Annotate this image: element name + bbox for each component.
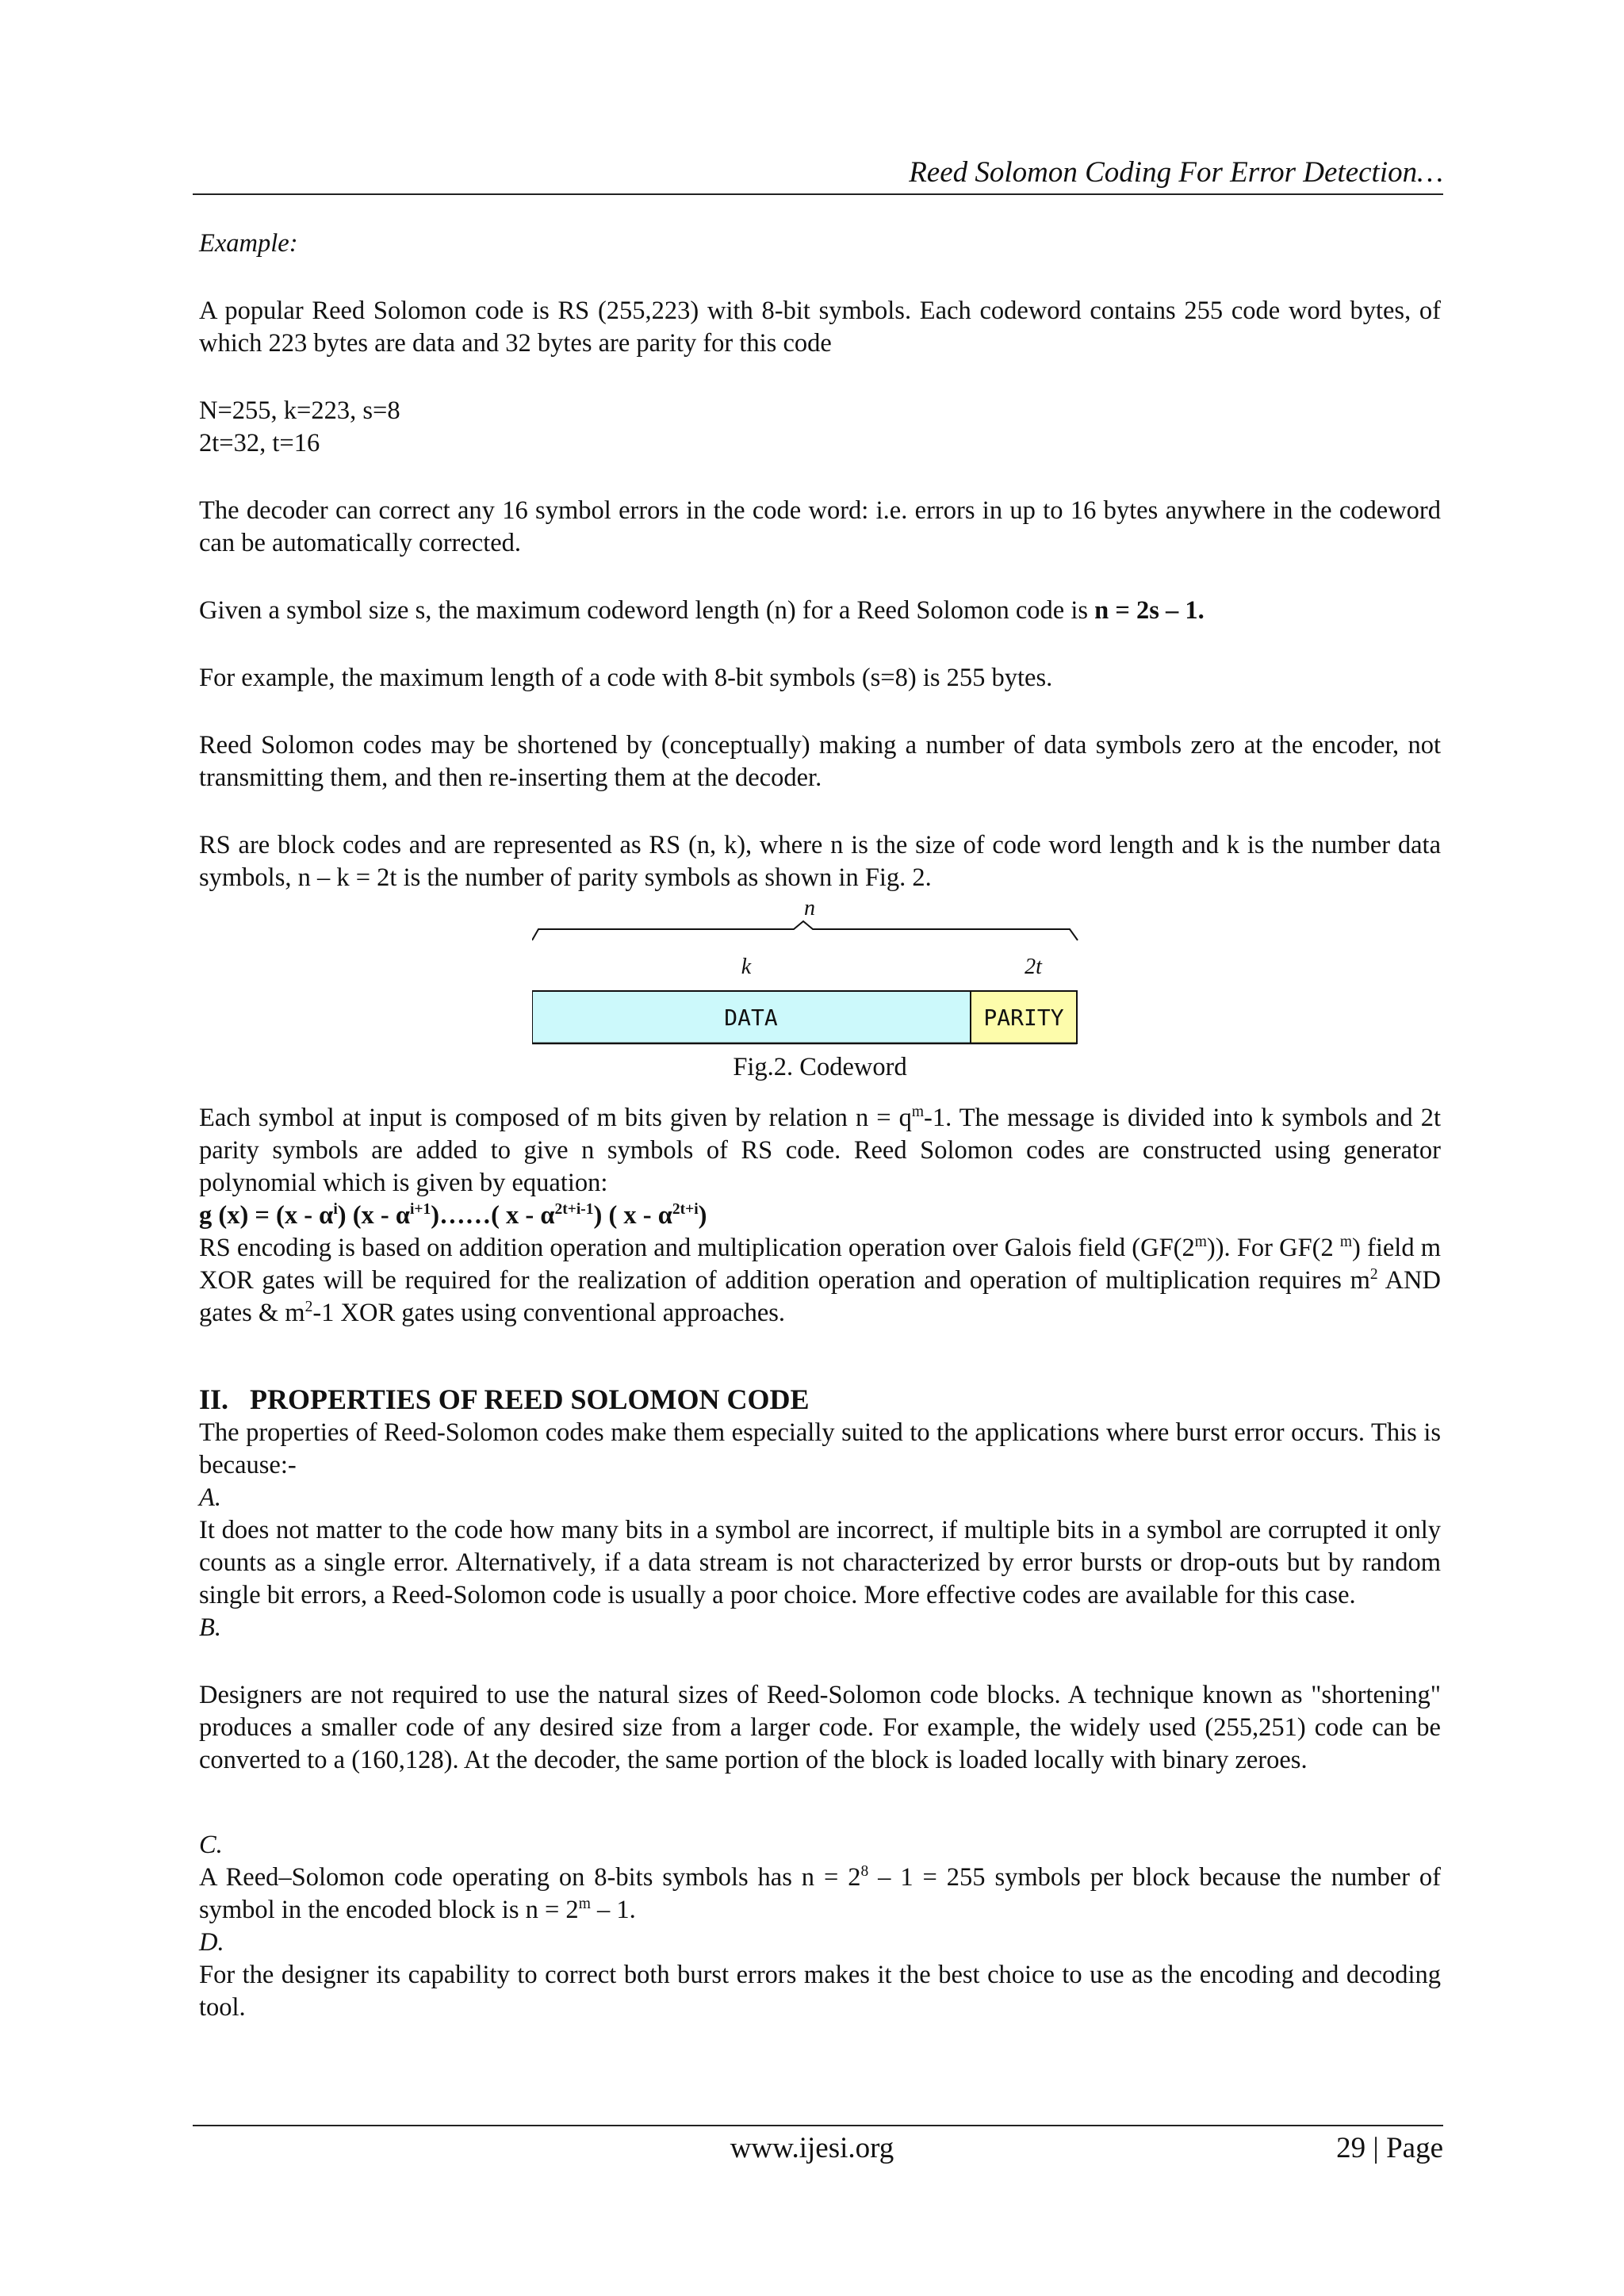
item-a-text: It does not matter to the code how many bits in a symbol are incorrect, if multiple bits in a symbol are corrupted it only counts as a single error. Alternatively, if a data stream is not characterized by error bursts or drop-outs but by random single bit errors, a Reed-Solomon code is usually a poor choice. More effective codes are available for this case. <box>199 1516 1441 1609</box>
paragraph-max-length <box>199 595 1441 627</box>
max-length-formula: n = 2s – 1. <box>1094 596 1205 625</box>
galois-text-e: -1 XOR gates using conventional approaches. <box>312 1299 786 1327</box>
item-c-text <box>199 1862 1441 1927</box>
item-c-text-b: – 1 = 255 symbols per block because the number of symbol in the encoded block is n = 2 <box>199 1863 1441 1924</box>
eq-part-5: ) <box>698 1201 707 1230</box>
galois-text-a: RS encoding is based on addition operation and multiplication operation over Galois field (GF(2 <box>199 1234 1195 1262</box>
galois-sup-4: 2 <box>304 1299 313 1316</box>
paragraph-symbols <box>199 1102 1441 1200</box>
galois-text-c: ) field m XOR gates will be required for the realization of addition operation and operation of multiplication requires m <box>199 1234 1441 1295</box>
running-title: Reed Solomon Coding For Error Detection… <box>909 156 1443 189</box>
item-b-text: Designers are not required to use the natural sizes of Reed-Solomon code blocks. A technique known as "shortening" produces a smaller code of any desired size from a larger code. For example, the widely used (255,251) code can be converted to a (160,128). At the decoder, the same portion of the block is loaded locally with binary zeroes. <box>199 1681 1441 1774</box>
codeword-diagram <box>532 894 1103 1053</box>
symbols-text-a: Each symbol at input is composed of m bits given by relation n = q <box>199 1104 912 1132</box>
item-c-label: C. <box>199 1831 223 1859</box>
paragraph-rs-example: A popular Reed Solomon code is RS (255,223) with 8-bit symbols. Each codeword contains 255 code word bytes, of which 223 bytes are data and 32 bytes are parity for this code <box>199 297 1441 358</box>
parity-label: PARITY <box>983 1004 1064 1031</box>
galois-sup-2: m <box>1339 1234 1353 1251</box>
eq-part-1: g (x) = (x - α <box>199 1201 334 1230</box>
content <box>199 228 1441 2024</box>
footer-page-number: 29 | Page <box>1336 2132 1443 2164</box>
paragraph-example-length: For example, the maximum length of a code with 8-bit symbols (s=8) is 255 bytes. <box>199 664 1053 692</box>
eq-part-2: ) (x - α <box>337 1201 410 1230</box>
item-a-label: A. <box>199 1483 221 1512</box>
item-d-label: D. <box>199 1928 224 1957</box>
paragraph-properties: The properties of Reed-Solomon codes make them especially suited to the applications where burst error occurs. This is because:- <box>199 1418 1441 1479</box>
generator-equation <box>199 1200 1441 1232</box>
header-rule <box>193 193 1443 195</box>
params-line-1: N=255, k=223, s=8 <box>199 396 400 425</box>
eq-part-4: ) ( x - α <box>593 1201 672 1230</box>
params-line-2: 2t=32, t=16 <box>199 429 320 457</box>
symbols-text-b: -1. The message is divided into k symbols and 2t parity symbols are added to give n symbols of RS code. Reed Solomon codes are constructed using generator polynomial which is given by equation: <box>199 1104 1441 1197</box>
eq-part-3: )……( x - α <box>431 1201 555 1230</box>
item-b-label: B. <box>199 1613 221 1642</box>
footer-rule <box>193 2125 1443 2126</box>
label-n: n <box>804 896 815 920</box>
item-c-text-c: – 1. <box>590 1896 636 1924</box>
paragraph-galois <box>199 1232 1441 1330</box>
galois-text-d: AND gates & m <box>199 1266 1442 1327</box>
galois-sup-1: m <box>1194 1234 1207 1251</box>
codeword-figure <box>199 894 1441 1085</box>
eq-sup-1: i <box>333 1201 338 1219</box>
data-label: DATA <box>724 1004 778 1031</box>
item-c-sup-2: m <box>578 1896 591 1913</box>
item-c-text-a: A Reed–Solomon code operating on 8-bits symbols has n = 2 <box>199 1863 861 1892</box>
example-label: Example: <box>199 229 298 258</box>
paragraph-block-codes: RS are block codes and are represented as RS (n, k), where n is the size of code word length and k is the number data symbols, n – k = 2t is the number of parity symbols as shown in Fig. 2. <box>199 831 1441 892</box>
item-c-sup-1: 8 <box>860 1863 869 1881</box>
section-heading: II. PROPERTIES OF REED SOLOMON CODE <box>199 1383 810 1415</box>
footer-url: www.ijesi.org <box>730 2132 894 2164</box>
eq-sup-2: i+1 <box>409 1201 431 1219</box>
eq-sup-4: 2t+i <box>672 1201 699 1219</box>
label-2t: 2t <box>1025 955 1042 979</box>
galois-text-b: )). For GF(2 <box>1206 1234 1340 1262</box>
item-d-text: For the designer its capability to correct both burst errors makes it the best choice to use as the encoding and decoding tool. <box>199 1961 1441 2022</box>
paragraph-decoder: The decoder can correct any 16 symbol errors in the code word: i.e. errors in up to 16 bytes anywhere in the codeword can be automatically corrected. <box>199 496 1441 557</box>
label-k: k <box>741 955 752 979</box>
n-brace <box>532 921 1078 940</box>
galois-sup-3: 2 <box>1369 1266 1378 1284</box>
figure-caption: Fig.2. Codeword <box>733 1053 907 1081</box>
symbols-sup: m <box>911 1104 924 1121</box>
paragraph-shortened: Reed Solomon codes may be shortened by (conceptually) making a number of data symbols zero at the encoder, not transmitting them, and then re-inserting them at the decoder. <box>199 731 1441 792</box>
eq-sup-3: 2t+i-1 <box>554 1201 594 1219</box>
max-length-text: Given a symbol size s, the maximum codeword length (n) for a Reed Solomon code is <box>199 596 1095 625</box>
